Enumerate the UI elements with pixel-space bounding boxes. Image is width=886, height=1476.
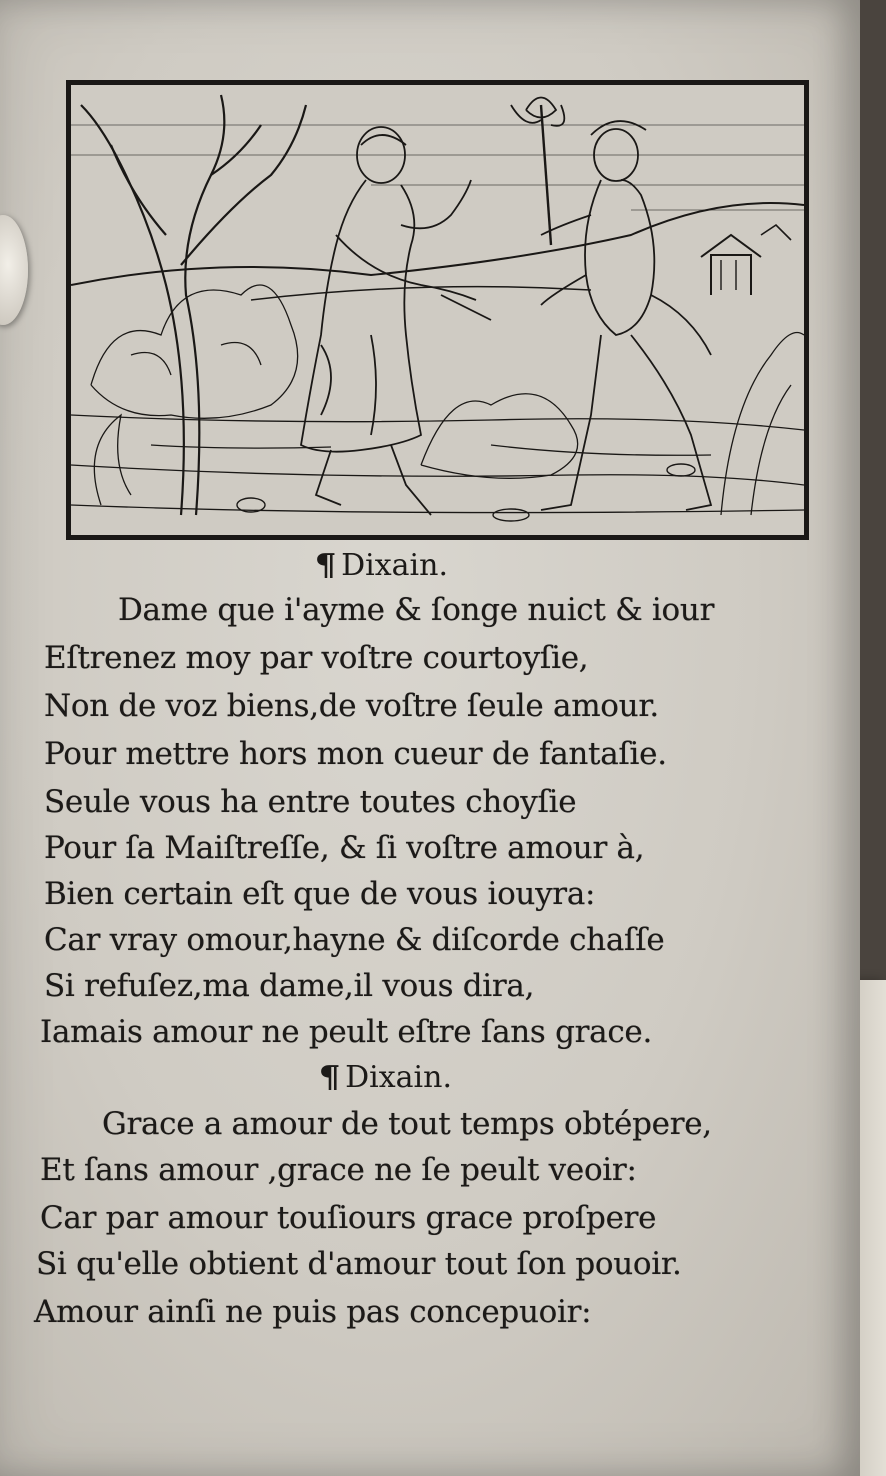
dixain-heading-2	[320, 1060, 452, 1095]
dixain-heading-2-text: Dixain.	[345, 1060, 452, 1095]
dixain-heading-1	[316, 548, 448, 583]
verse-line: Iamais amour ne peult eſtre ſans grace.	[40, 1014, 652, 1050]
verse-line: Si refuſez,ma dame,il vous dira,	[44, 968, 535, 1004]
woodcut-illustration	[66, 80, 809, 540]
woodcut-drawing	[71, 85, 804, 535]
binding-hole	[0, 215, 28, 325]
verse-line: Pour ſa Maiſtreſſe, & ſi voſtre amour à,	[44, 830, 645, 866]
verse-line: Si qu'elle obtient d'amour tout ſon pouoir.	[36, 1246, 682, 1282]
dixain-heading-1-text: Dixain.	[341, 548, 448, 583]
verse-line: Et ſans amour ,grace ne ſe peult veoir:	[40, 1152, 637, 1188]
verse-line: Seule vous ha entre toutes choyſie	[44, 784, 577, 820]
verse-line: Pour mettre hors mon cueur de fantaſie.	[44, 736, 667, 772]
verse-line: Eſtrenez moy par voſtre courtoyſie,	[44, 640, 589, 676]
verse-line: Bien certain eſt que de vous iouyra:	[44, 876, 596, 912]
verse-line: Car par amour touſiours grace proſpere	[40, 1200, 657, 1236]
verse-line: Grace a amour de tout temps obtépere,	[102, 1106, 712, 1142]
verse-line: Car vray omour,hayne & diſcorde chaſſe	[44, 922, 665, 958]
verse-line: Non de voz biens,de voſtre ſeule amour.	[44, 688, 659, 724]
verse-line: Amour ainſi ne puis pas concepuoir:	[34, 1294, 592, 1330]
pilcrow-icon: ¶	[318, 1060, 341, 1095]
verse-line: Dame que i'ayme & ſonge nuict & iour	[118, 592, 715, 628]
pilcrow-icon: ¶	[314, 548, 337, 583]
